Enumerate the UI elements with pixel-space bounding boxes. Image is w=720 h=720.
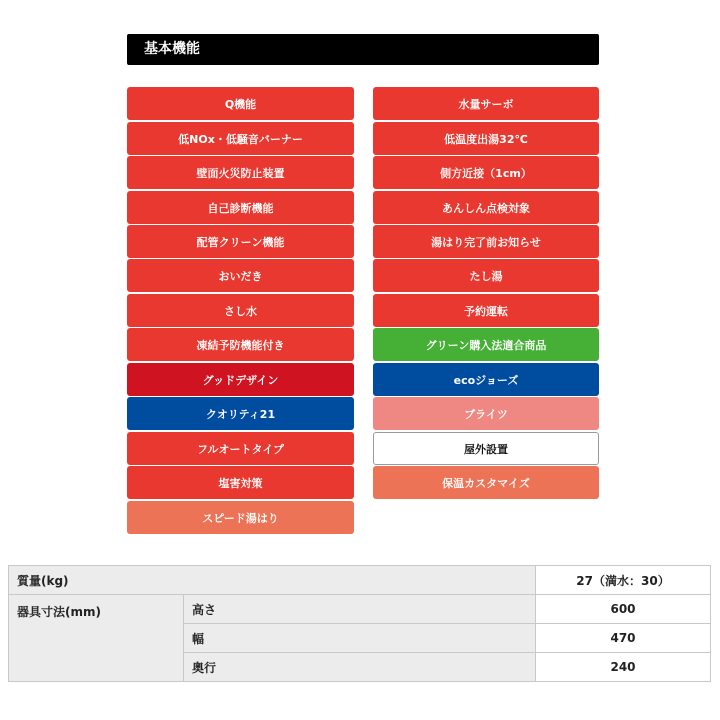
weight-label: 質量(kg) — [9, 566, 536, 595]
feature-badge: 配管クリーン機能 — [127, 225, 354, 258]
feature-badge: 塩害対策 — [127, 466, 354, 499]
table-row — [9, 566, 711, 595]
table-row — [9, 595, 711, 624]
feature-badge: クオリティ21 — [127, 397, 354, 430]
feature-badge: あんしん点検対象 — [373, 191, 599, 224]
feature-badge: ecoジョーズ — [373, 363, 599, 396]
depth-label: 奥行 — [184, 653, 536, 682]
feature-badge: グリーン購入法適合商品 — [373, 328, 599, 361]
feature-badge: ブライツ — [373, 397, 599, 430]
feature-badge: 湯はり完了前お知らせ — [373, 225, 599, 258]
feature-badge: たし湯 — [373, 259, 599, 292]
feature-badge: 屋外設置 — [373, 432, 599, 465]
feature-badge: フルオートタイプ — [127, 432, 354, 465]
feature-badge: 低NOx・低騒音バーナー — [127, 122, 354, 155]
feature-badge: 保温カスタマイズ — [373, 466, 599, 499]
weight-value: 27（満水：30） — [536, 566, 711, 595]
feature-badge: 予約運転 — [373, 294, 599, 327]
feature-badge: おいだき — [127, 259, 354, 292]
feature-badge: グッドデザイン — [127, 363, 354, 396]
dimensions-label: 器具寸法(mm) — [9, 595, 184, 682]
height-value: 600 — [536, 595, 711, 624]
feature-badge: 壁面火災防止装置 — [127, 156, 354, 189]
feature-badge: 低温度出湯32℃ — [373, 122, 599, 155]
feature-badge: 側方近接（1cm） — [373, 156, 599, 189]
width-value: 470 — [536, 624, 711, 653]
feature-badge: スピード湯はり — [127, 501, 354, 534]
feature-badge: さし水 — [127, 294, 354, 327]
width-label: 幅 — [184, 624, 536, 653]
feature-badge: 自己診断機能 — [127, 191, 354, 224]
section-title: 基本機能 — [127, 34, 599, 65]
feature-badge: Q機能 — [127, 87, 354, 120]
feature-badge: 凍結予防機能付き — [127, 328, 354, 361]
depth-value: 240 — [536, 653, 711, 682]
height-label: 高さ — [184, 595, 536, 624]
feature-badge: 水量サーボ — [373, 87, 599, 120]
spec-table — [8, 565, 711, 682]
